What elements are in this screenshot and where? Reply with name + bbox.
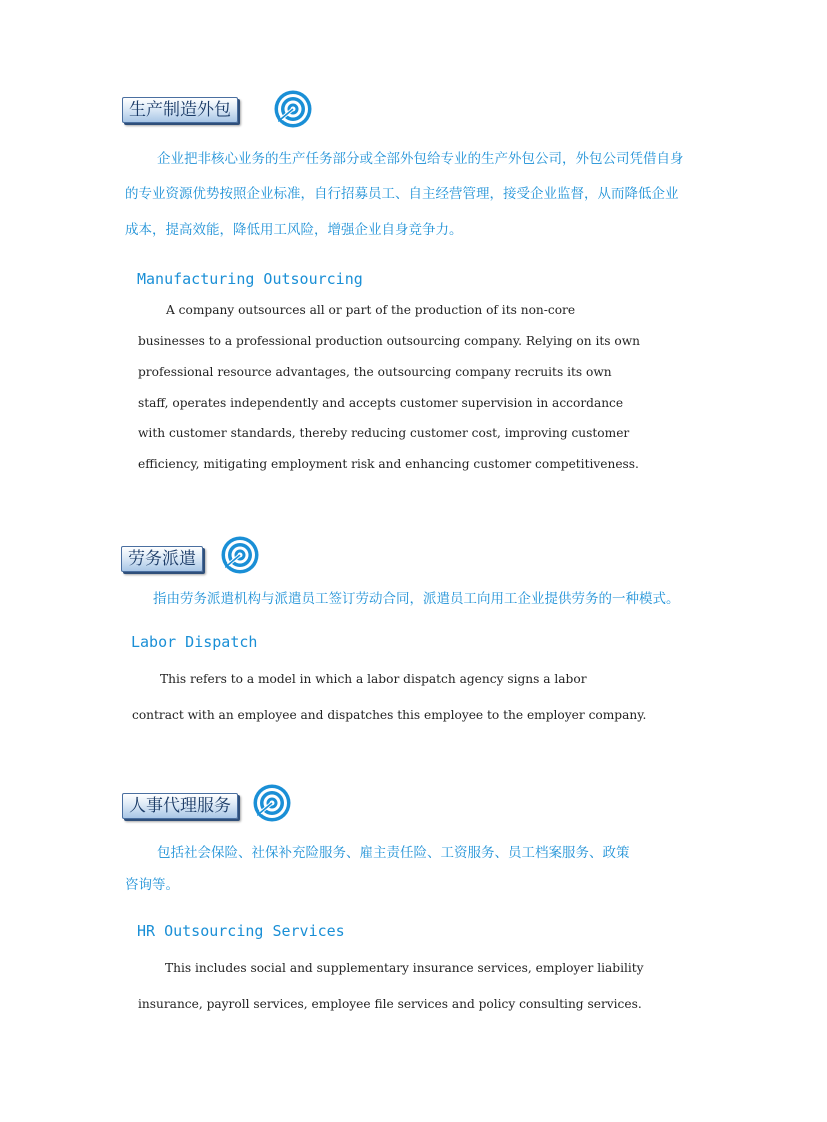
en-paragraph-line: A company outsources all or part of the production of its non-core [166,303,576,317]
target-icon [273,89,313,129]
target-icon [252,783,292,823]
section-title-en: HR Outsourcing Services [137,922,345,940]
cn-paragraph-line: 指由劳务派遣机构与派遣员工签订劳动合同，派遣员工向用工企业提供劳务的一种模式。 [153,591,680,607]
cn-paragraph-line: 包括社会保险、社保补充险服务、雇主责任险、工资服务、员工档案服务、政策 [157,845,630,861]
section-title-en: Manufacturing Outsourcing [137,270,363,288]
en-paragraph-line: businesses to a professional production outsourcing company. Relying on its own [138,334,641,348]
target-icon [220,535,260,575]
en-paragraph-line: contract with an employee and dispatches this employee to the employer company. [132,708,647,722]
section-badge-manufacturing: 生产制造外包 [122,97,238,123]
en-paragraph-line: This includes social and supplementary insurance services, employer liability [165,961,644,975]
section-title-en: Labor Dispatch [131,633,258,651]
en-paragraph-line: efficiency, mitigating employment risk and enhancing customer competitiveness. [138,457,639,471]
en-paragraph-line: This refers to a model in which a labor dispatch agency signs a labor [160,672,587,686]
en-paragraph-line: professional resource advantages, the outsourcing company recruits its own [138,365,612,379]
en-paragraph-line: insurance, payroll services, employee file services and policy consulting services. [138,997,642,1011]
cn-paragraph-line: 成本，提高效能，降低用工风险，增强企业自身竞争力。 [125,222,463,238]
cn-paragraph-line: 咨询等。 [125,877,179,893]
cn-paragraph-line: 的专业资源优势按照企业标准，自行招募员工、自主经营管理，接受企业监督，从而降低企业 [125,186,679,202]
section-badge-hr-agency: 人事代理服务 [122,793,238,819]
section-badge-labor-dispatch: 劳务派遣 [121,546,203,572]
cn-paragraph-line: 企业把非核心业务的生产任务部分或全部外包给专业的生产外包公司，外包公司凭借自身 [157,151,684,167]
en-paragraph-line: staff, operates independently and accepts customer supervision in accordance [138,396,624,410]
en-paragraph-line: with customer standards, thereby reducing customer cost, improving customer [138,426,630,440]
